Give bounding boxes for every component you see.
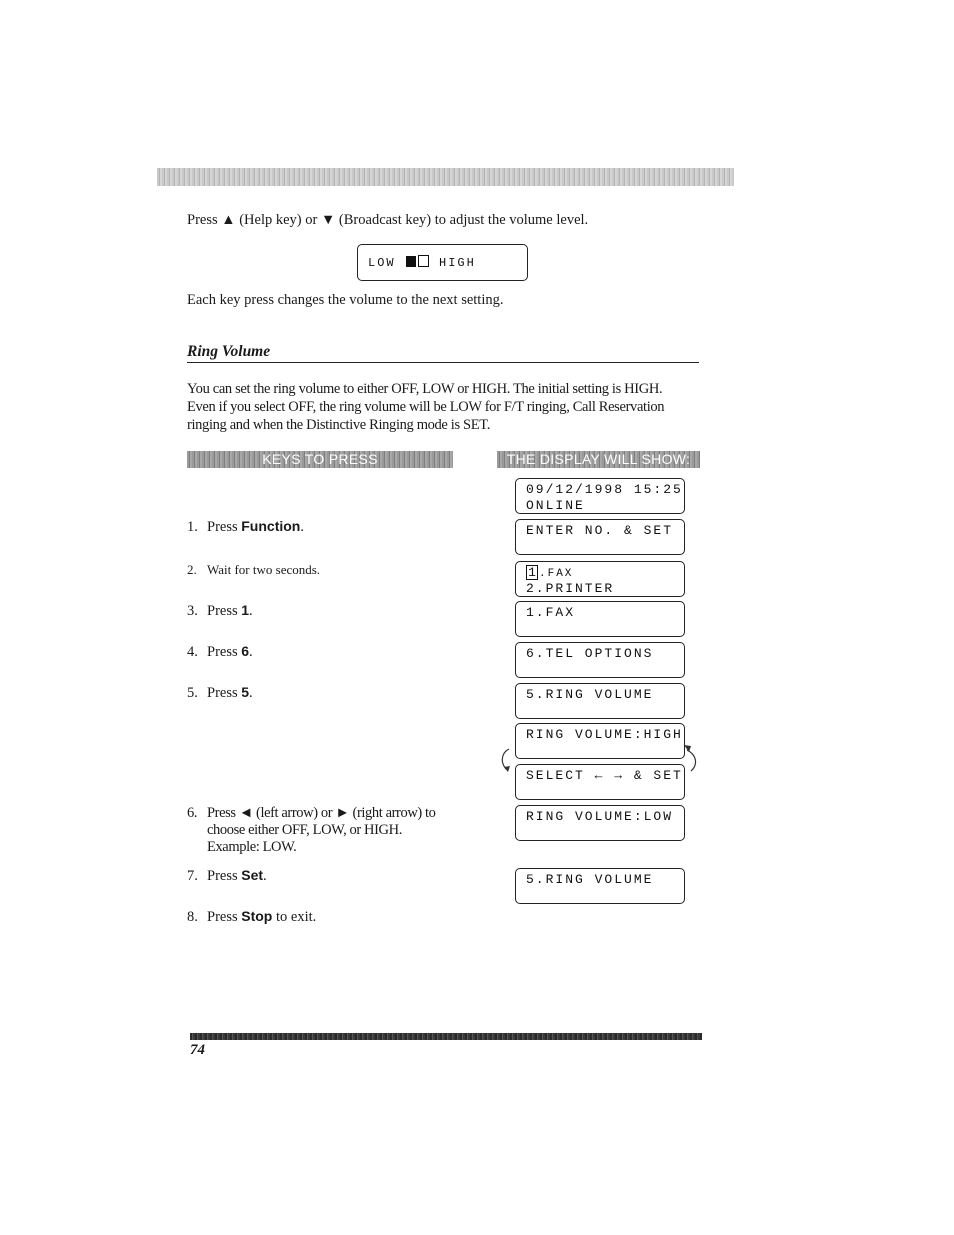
step-1	[187, 518, 304, 536]
step-text: Press	[207, 685, 242, 701]
step-text: Press	[207, 644, 242, 660]
step-number: 6.	[187, 805, 198, 821]
keys-to-press-header: KEYS TO PRESS	[187, 451, 453, 468]
step-8	[187, 908, 316, 926]
alternating-display-arrows-icon	[495, 745, 705, 780]
display-ring-volume-final	[515, 868, 685, 904]
set-key-label: Set	[241, 867, 264, 883]
display-line: 5.RING VOLUME	[526, 872, 654, 887]
display-line: 2.PRINTER	[526, 581, 615, 596]
step-4	[187, 643, 253, 661]
display-line: SELECT ← → & SET	[526, 768, 683, 783]
paragraph-line: You can set the ring volume to either OFF, LOW or HIGH. The initial setting is HIGH.	[187, 381, 663, 397]
key-5-label: 5	[241, 684, 250, 700]
step-text: .	[263, 868, 267, 884]
page-number: 74	[190, 1042, 205, 1058]
step-2	[187, 561, 320, 578]
display-line: RING VOLUME:LOW	[526, 809, 674, 824]
display-ring-volume	[515, 683, 685, 719]
step-number: 1.	[187, 519, 198, 535]
display-line: 09/12/1998 15:25	[526, 482, 683, 497]
key-1-label: 1	[241, 602, 250, 618]
intro-text: Press ▲ (Help key) or ▼ (Broadcast key) to adjust the volume level.	[187, 212, 589, 228]
key-6-label: 6	[241, 643, 250, 659]
display-line: .FAX	[539, 568, 574, 580]
volume-low-label: LOW	[368, 256, 396, 270]
step-text: Press ◄ (left arrow) or ► (right arrow) to	[207, 805, 436, 821]
step-text: Press	[207, 868, 242, 884]
step-text: to exit.	[272, 909, 317, 925]
step-text: .	[249, 644, 253, 660]
step-number: 4.	[187, 644, 198, 660]
top-decorative-band	[157, 168, 734, 186]
step-text: Press	[207, 909, 242, 925]
step-number: 5.	[187, 685, 198, 701]
display-ring-volume-low	[515, 805, 685, 841]
step-text: Press	[207, 603, 242, 619]
volume-level-display	[357, 244, 528, 281]
section-rule	[187, 362, 699, 363]
section-title: Ring Volume	[187, 343, 271, 360]
step-6	[187, 805, 436, 856]
after-text: Each key press changes the volume to the next setting.	[187, 292, 504, 308]
step-7	[187, 867, 267, 885]
step-text: .	[249, 685, 253, 701]
display-fax-printer	[515, 561, 685, 597]
display-line: 5.RING VOLUME	[526, 687, 654, 702]
step-text: choose either OFF, LOW, or HIGH.	[207, 822, 402, 838]
display-tel-options	[515, 642, 685, 678]
step-3	[187, 602, 253, 620]
step-number: 3.	[187, 603, 198, 619]
step-text: Wait for two seconds.	[207, 562, 321, 577]
section-paragraph	[187, 380, 707, 434]
display-line: 6.TEL OPTIONS	[526, 646, 654, 661]
function-key-label: Function	[241, 518, 301, 534]
display-online	[515, 478, 685, 514]
step-5	[187, 684, 253, 702]
bottom-decorative-band	[190, 1033, 702, 1040]
display-will-show-header: THE DISPLAY WILL SHOW:	[497, 451, 700, 468]
paragraph-line: ringing and when the Distinctive Ringing mode is SET.	[187, 417, 490, 433]
volume-high-label: HIGH	[439, 256, 476, 270]
display-line: RING VOLUME:HIGH	[526, 727, 683, 742]
display-line: 1.FAX	[526, 605, 576, 620]
step-text: Press	[207, 519, 242, 535]
step-number: 8.	[187, 909, 198, 925]
volume-bar-empty	[418, 255, 429, 267]
paragraph-line: Even if you select OFF, the ring volume will be LOW for F/T ringing, Call Reservation	[187, 399, 665, 415]
step-text: .	[249, 603, 253, 619]
step-text: Example: LOW.	[207, 839, 297, 855]
volume-bar-filled	[406, 256, 416, 267]
step-number: 2.	[187, 562, 197, 577]
step-number: 7.	[187, 868, 198, 884]
display-enter-no	[515, 519, 685, 555]
cursor-box: 1	[526, 565, 538, 580]
display-line: ONLINE	[526, 498, 585, 513]
step-text: .	[300, 519, 304, 535]
stop-key-label: Stop	[241, 908, 273, 924]
display-line: ENTER NO. & SET	[526, 523, 674, 538]
display-1-fax	[515, 601, 685, 637]
